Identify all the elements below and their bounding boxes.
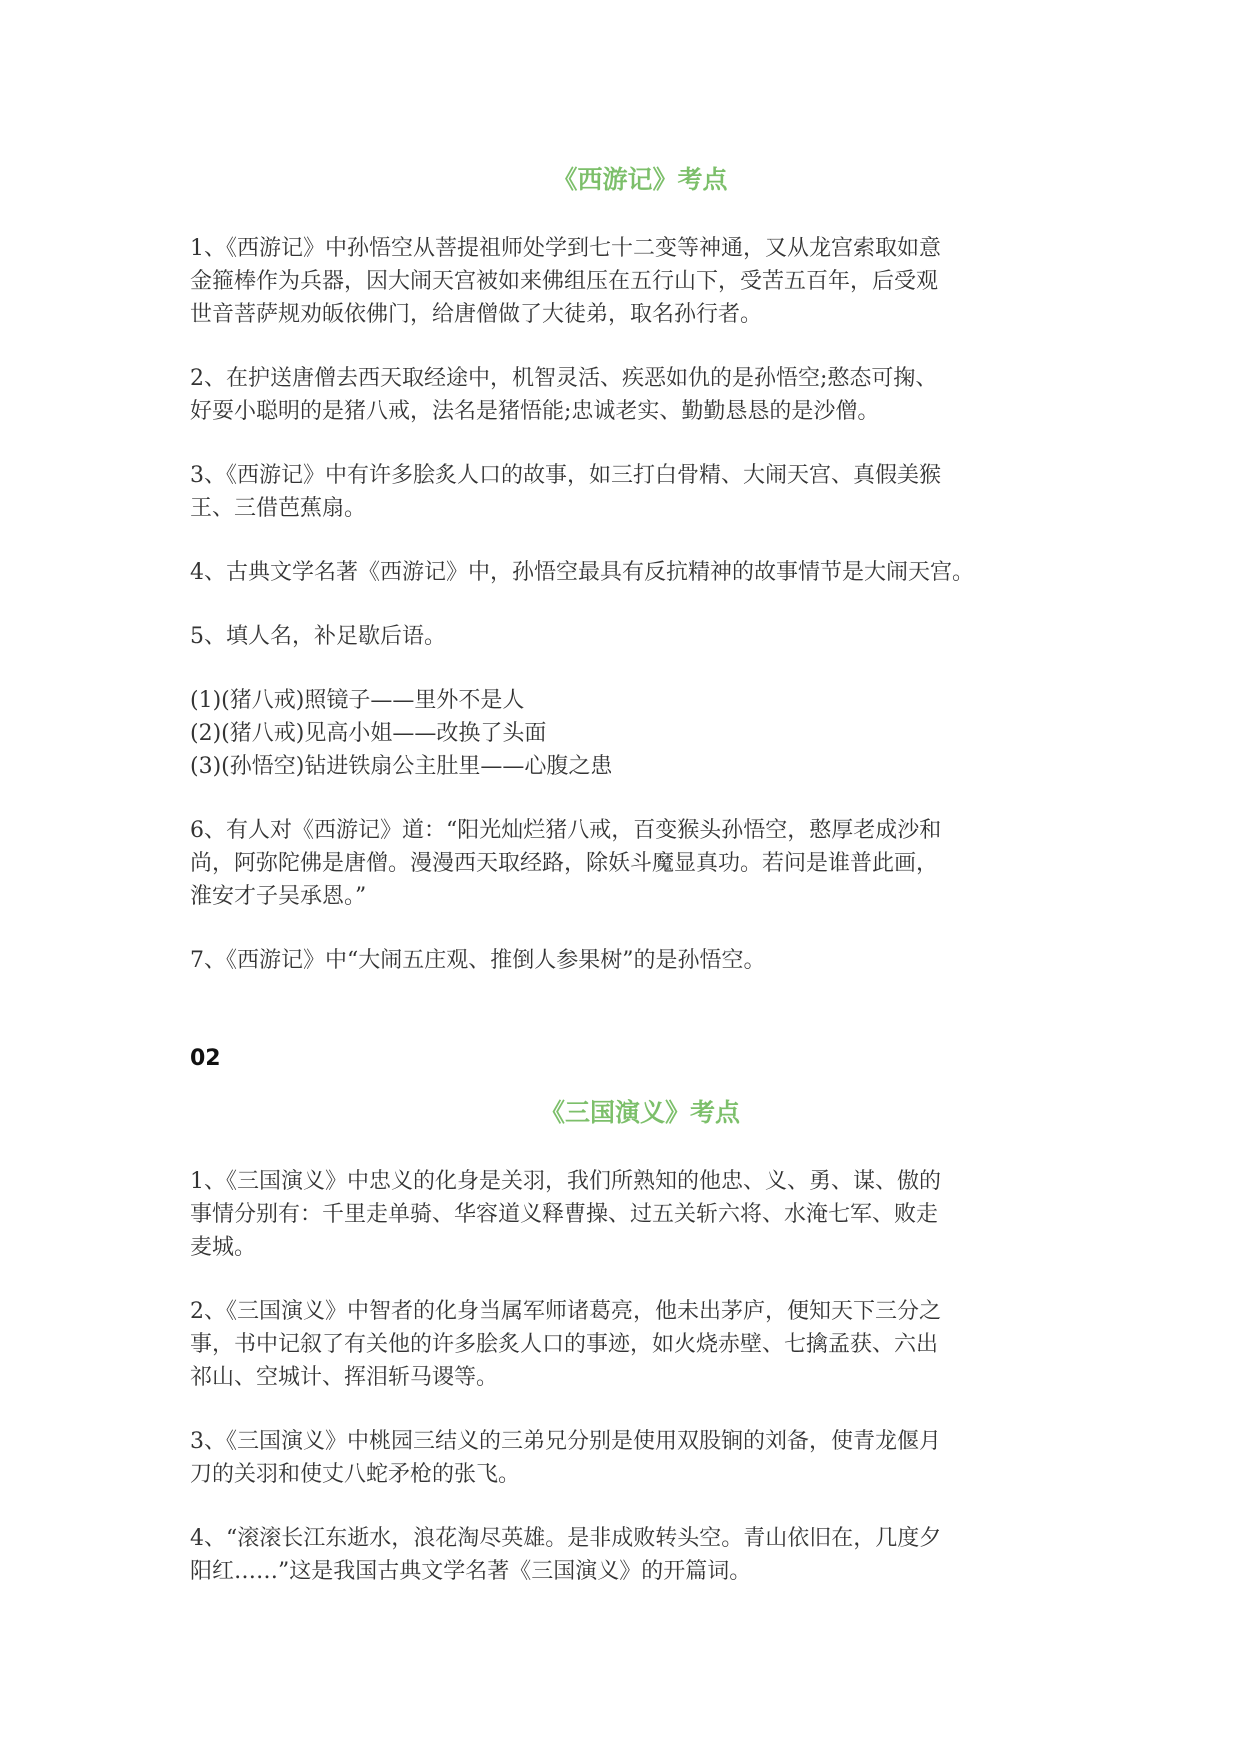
paragraph-item [190, 814, 1090, 913]
text-line: 6、有人对《西游记》道：“阳光灿烂猪八戒，百变猴头孙悟空，憨厚老成沙和 [190, 818, 942, 843]
text-line: 1、《三国演义》中忠义的化身是关羽，我们所熟知的他忠、义、勇、谋、傲的 [190, 1169, 941, 1194]
text-line: 7、《西游记》中“大闹五庄观、推倒人参果树”的是孙悟空。 [190, 948, 766, 973]
text-line: 好耍小聪明的是猪八戒，法名是猪悟能;忠诚老实、勤勤恳恳的是沙僧。 [190, 399, 880, 424]
text-line: 1、《西游记》中孙悟空从菩提祖师处学到七十二变等神通，又从龙宫索取如意 [190, 236, 941, 261]
paragraph-item [190, 1425, 1090, 1491]
text-line: (3)(孙悟空)钻进铁扇公主肚里——心腹之患 [190, 754, 613, 779]
text-line: 3、《西游记》中有许多脍炙人口的故事，如三打白骨精、大闹天宫、真假美猴 [190, 463, 941, 488]
section-number: 02 [190, 1046, 221, 1071]
text-line: 2、《三国演义》中智者的化身当属军师诸葛亮，他未出茅庐，便知天下三分之 [190, 1299, 941, 1324]
text-line: 2、在护送唐僧去西天取经途中，机智灵活、疾恶如仇的是孙悟空;憨态可掬、 [190, 366, 938, 391]
section-title-xiyouji: 《西游记》考点 [552, 165, 728, 194]
text-line: 3、《三国演义》中桃园三结义的三弟兄分别是使用双股锏的刘备，使青龙偃月 [190, 1429, 941, 1454]
text-line: 尚，阿弥陀佛是唐僧。漫漫西天取经路，除妖斗魔显真功。若问是谁普此画， [190, 851, 939, 876]
paragraph-item [190, 620, 1090, 653]
text-line: 事情分别有：千里走单骑、华容道义释曹操、过五关斩六将、水淹七军、败走 [190, 1202, 939, 1227]
paragraph-item [190, 1522, 1090, 1588]
paragraph-item [190, 556, 1090, 589]
paragraph-item [190, 1165, 1090, 1264]
text-line: 淮安才子吴承恩。” [190, 884, 367, 909]
text-line: 世音菩萨规劝皈依佛门，给唐僧做了大徒弟，取名孙行者。 [190, 302, 763, 327]
paragraph-item [190, 684, 1090, 783]
text-line: 王、三借芭蕉扇。 [190, 496, 367, 521]
paragraph-item [190, 362, 1090, 428]
text-line: 刀的关羽和使丈八蛇矛枪的张飞。 [190, 1462, 521, 1487]
text-line: 4、古典文学名著《西游记》中，孙悟空最具有反抗精神的故事情节是大闹天宫。 [190, 560, 974, 585]
text-line: 4、“滚滚长江东逝水，浪花淘尽英雄。是非成败转头空。青山依旧在，几度夕 [190, 1526, 942, 1551]
text-line: 5、填人名，补足歇后语。 [190, 624, 446, 649]
paragraph-item [190, 944, 1090, 977]
text-line: 阳红……”这是我国古典文学名著《三国演义》的开篇词。 [190, 1559, 752, 1584]
document-page [190, 160, 1090, 1588]
text-line: (2)(猪八戒)见高小姐——改换了头面 [190, 721, 547, 746]
paragraph-item [190, 232, 1090, 331]
paragraph-item [190, 1295, 1090, 1394]
paragraph-item [190, 459, 1090, 525]
text-line: 金箍棒作为兵器，因大闹天宫被如来佛组压在五行山下，受苦五百年，后受观 [190, 269, 939, 294]
text-line: 祁山、空城计、挥泪斩马谡等。 [190, 1365, 499, 1390]
text-line: (1)(猪八戒)照镜子——里外不是人 [190, 688, 525, 713]
text-line: 事，书中记叙了有关他的许多脍炙人口的事迹，如火烧赤壁、七擒孟获、六出 [190, 1332, 939, 1357]
text-line: 麦城。 [190, 1235, 257, 1260]
section-title-sanguo: 《三国演义》考点 [539, 1098, 740, 1127]
